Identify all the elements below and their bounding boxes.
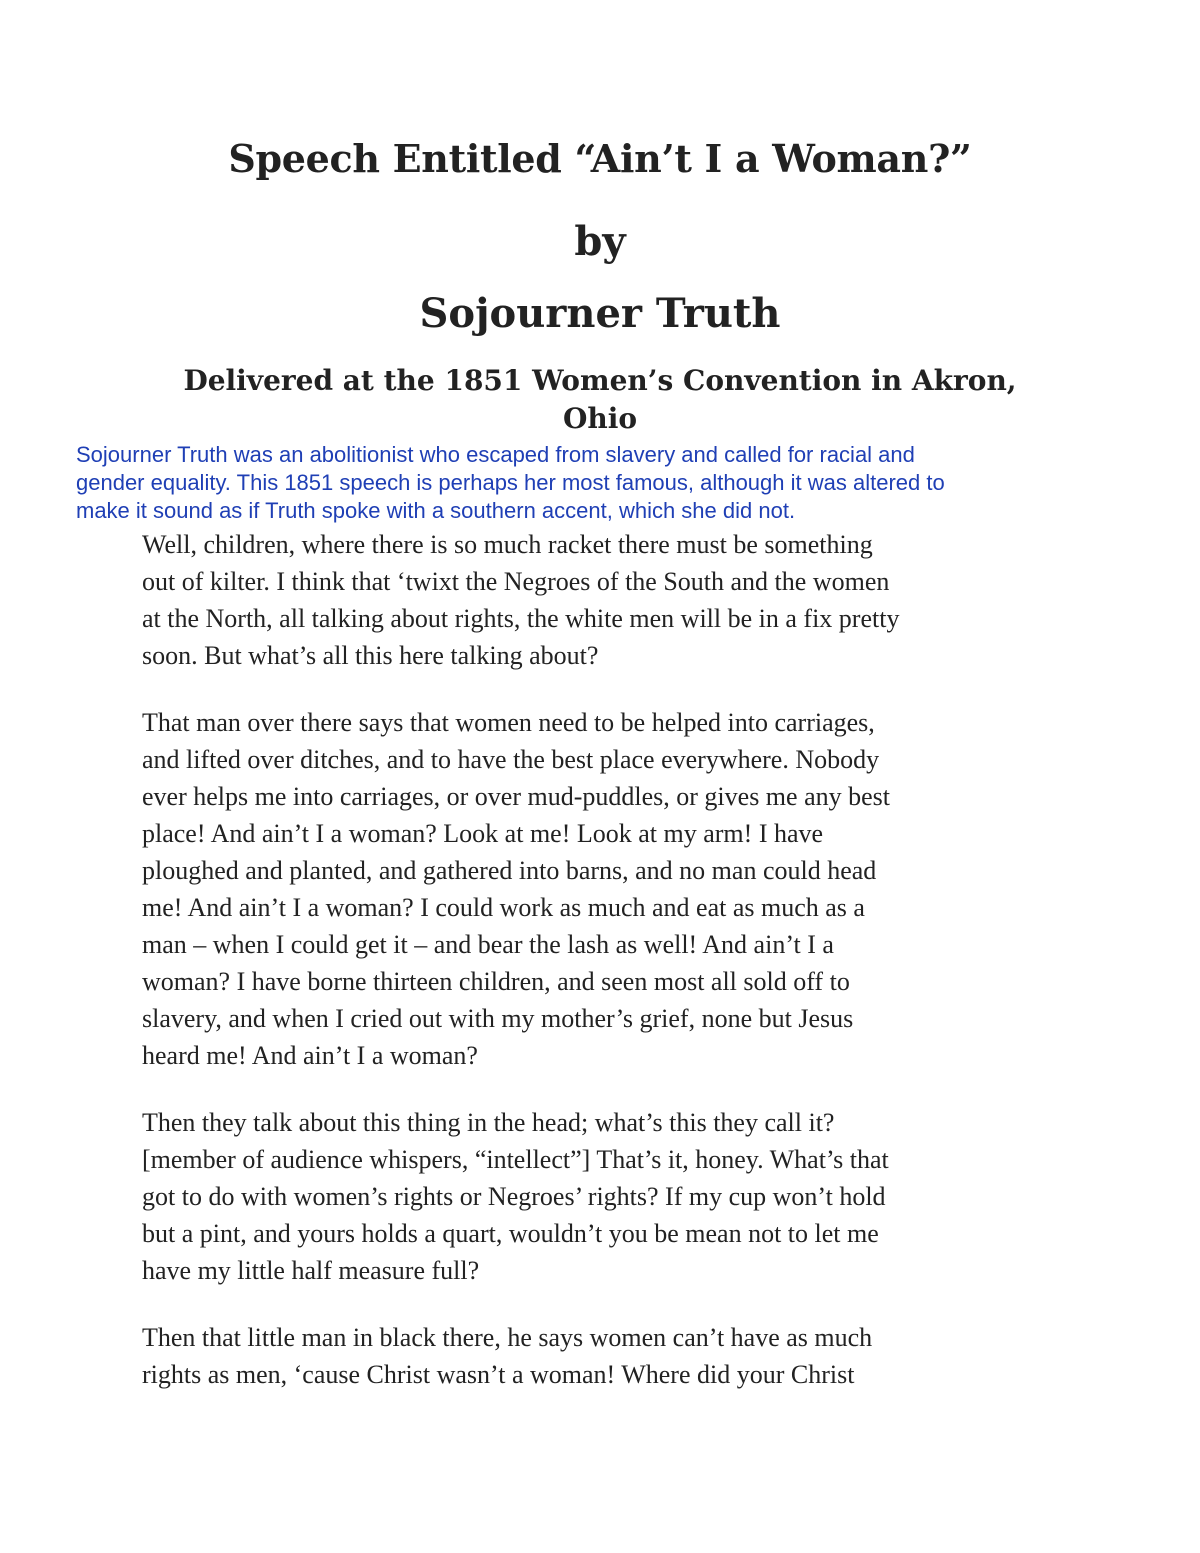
document-title: Speech Entitled “Ain’t I a Woman?” — [228, 136, 972, 181]
editor-note: Sojourner Truth was an abolitionist who escaped from slavery and called for racial and gender equality. This 1851 speech is perhaps her most famous, although it was altered to make it sound as if Truth spoke with a southern accent, which she did not. — [76, 442, 945, 523]
speech-paragraph: That man over there says that women need to be helped into carriages, and lifted over ditches, and to have the best place everywhere. Nobody ever helps me into carriages, or over mud-puddles, or gives me any best place! And ain’t I a woman? Look at me! Look at my arm! I have ploughed and planted, and gathered into barns, and no man could head me! And ain’t I a woman? I could work as much and eat as much as a man – when I could get it – and bear the lash as well! And ain’t I a woman? I have borne thirteen children, and seen most all sold off to slavery, and when I cried out with my mother’s grief, none but Jesus heard me! And ain’t I a woman? — [142, 708, 890, 1070]
speech-body — [142, 526, 1072, 1423]
speech-paragraph: Then they talk about this thing in the head; what’s this they call it? [member of audience whispers, “intellect”] That’s it, honey. What’s that got to do with women’s rights or Negroes’ rights? If my cup won’t hold but a pint, and yours holds a quart, wouldn’t you be mean not to let me have my little half measure full? — [142, 1108, 889, 1285]
speech-paragraph: Well, children, where there is so much racket there must be something out of kilter. I think that ‘twixt the Negroes of the South and the women at the North, all talking about rights, the white men will be in a fix pretty soon. But what’s all this here talking about? — [142, 530, 900, 670]
speech-paragraph: Then that little man in black there, he says women can’t have as much rights as men, ‘cause Christ wasn’t a woman! Where did your Christ — [142, 1323, 873, 1389]
author-name: Sojourner Truth — [419, 290, 781, 337]
delivery-subtitle: Delivered at the 1851 Women’s Convention in Akron, Ohio — [183, 364, 1017, 435]
byline-by: by — [574, 218, 626, 265]
